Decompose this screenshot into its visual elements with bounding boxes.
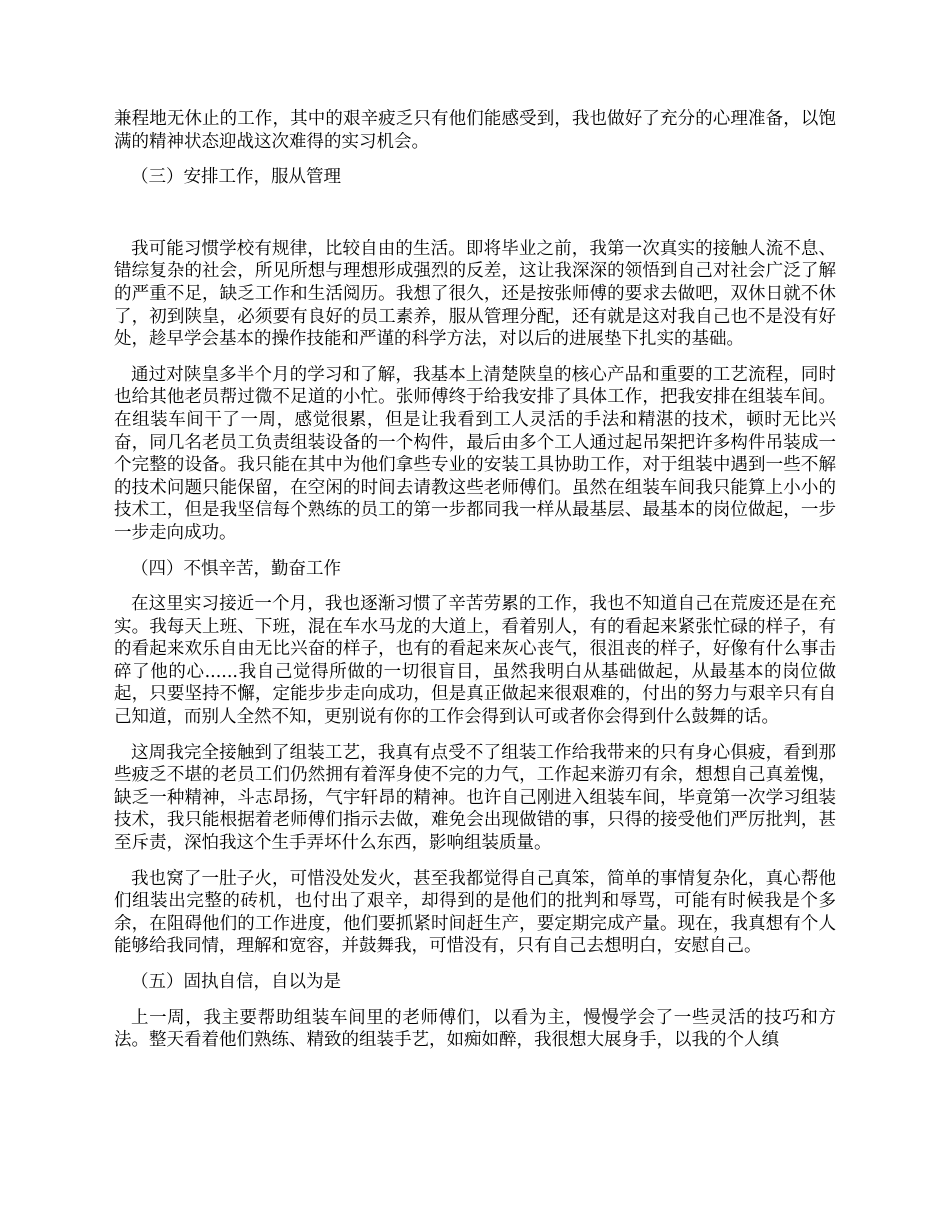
spacer bbox=[114, 202, 836, 238]
paragraph-intro-continuation: 兼程地无休止的工作，其中的艰辛疲乏只有他们能感受到，我也做好了充分的心理准备，以饱满的精神状态迎战这次难得的实习机会。 bbox=[114, 109, 836, 152]
section-heading-3: （三）安排工作，服从管理 bbox=[131, 167, 341, 188]
paragraph-4: 这周我完全接触到了组装工艺，我真有点受不了组装工作给我带来的只有身心俱疲，看到那些疲乏不堪的老员工们仍然拥有着浑身使不完的力气，工作起来游刃有余，想想自己真羞愧，缺乏一种精神，斗志昂扬，气宇轩昂的精神。也许自己刚进入组装车间，毕竟第一次学习组装技术，我只能根据着老师傅们指示去做，难免会出现做错的事，只得的接受他们严厉批判，甚至斥责，深怕我这个生手弄坏什么东西，影响组装质量。 bbox=[114, 742, 836, 854]
document-page bbox=[114, 108, 836, 1065]
paragraph-3: 在这里实习接近一个月，我也逐渐习惯了辛苦劳累的工作，我也不知道自己在荒废还是在充实。我每天上班、下班，混在车水马龙的大道上，看着别人，有的看起来紧张忙碌的样子，有的看起来欢乐自由无比兴奋的样子，也有的看起来灰心丧气，很沮丧的样子，好像有什么事击碎了他的心......我自己觉得所做的一切很盲目，虽然我明白从基础做起，从最基本的岗位做起，只要坚持不懈，定能步步走向成功，但是真正做起来很艰难的，付出的努力与艰辛只有自己知道，而别人全然不知，更别说有你的工作会得到认可或者你会得到什么鼓舞的话。 bbox=[114, 594, 836, 728]
paragraph-5: 我也窝了一肚子火，可惜没处发火，甚至我都觉得自己真笨，简单的事情复杂化，真心帮他们组装出完整的砖机，也付出了艰辛，却得到的是他们的批判和辱骂，可能有时候我是个多余，在阻碍他们的工作进度，他们要抓紧时间赶生产，要定期完成产量。现在，我真想有个人能够给我同情，理解和宽容，并鼓舞我，可惜没有，只有自己去想明白，安慰自己。 bbox=[114, 868, 836, 957]
section-heading-4: （四）不惧辛苦，勤奋工作 bbox=[131, 558, 341, 579]
paragraph-1: 我可能习惯学校有规律，比较自由的生活。即将毕业之前，我第一次真实的接触人流不息、错综复杂的社会，所见所想与理想形成强烈的反差，这让我深深的领悟到自己对社会广泛了解的严重不足，缺乏工作和生活阅历。我想了很久，还是按张师傅的要求去做吧，双休日就不休了，初到陕皇，必须要有良好的员工素养，服从管理分配，还有就是这对我自己也不是没有好处，趁早学会基本的操作技能和严谨的科学方法，对以后的进展垫下扎实的基础。 bbox=[114, 238, 836, 350]
paragraph-6: 上一周，我主要帮助组装车间里的老师傅们，以看为主，慢慢学会了一些灵活的技巧和方法。整天看着他们熟练、精致的组装手艺，如痴如醉，我很想大展身手，以我的个人缜 bbox=[114, 1007, 836, 1051]
paragraph-2: 通过对陕皇多半个月的学习和了解，我基本上清楚陕皇的核心产品和重要的工艺流程，同时也给其他老员帮过微不足道的小忙。张师傅终于给我安排了具体工作，把我安排在组装车间。在组装车间干了一周，感觉很累，但是让我看到工人灵活的手法和精湛的技术，顿时无比兴奋，同几名老员工负责组装设备的一个构件，最后由多个工人通过起吊架把许多构件吊装成一个完整的设备。我只能在其中为他们拿些专业的安装工具协助工作，对于组装中遇到一些不解的技术问题只能保留，在空闲的时间去请教这些老师傅们。虽然在组装车间我只能算上小小的技术工，但是我坚信每个熟练的员工的第一步都同我一样从最基层、最基本的岗位做起，一步一步走向成功。 bbox=[114, 364, 836, 543]
section-heading-5: （五）固执自信，自以为是 bbox=[131, 972, 341, 992]
